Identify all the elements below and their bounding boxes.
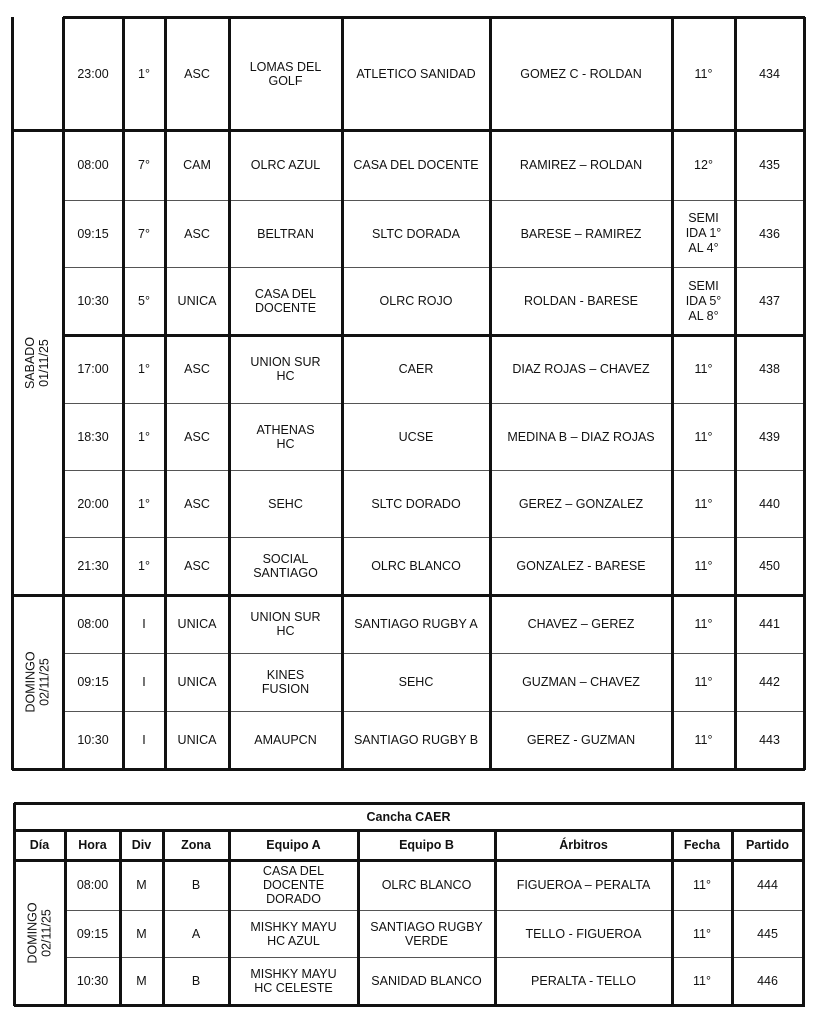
column-divider xyxy=(341,17,344,770)
div-cell: 7° xyxy=(138,226,150,241)
equipo-a-cell: AMAUPCN xyxy=(254,733,317,747)
equipo-a-cell: SEHC xyxy=(268,496,303,511)
hora-cell: 10:30 xyxy=(77,294,109,308)
row-divider xyxy=(63,470,805,471)
column-divider xyxy=(357,830,360,1006)
fecha-cell: 11° xyxy=(693,926,711,941)
fecha-header: Fecha xyxy=(683,838,721,852)
equipo-a-cell: SOCIAL SANTIAGO xyxy=(253,552,318,580)
equipo-b-cell: OLRC BLANCO xyxy=(371,559,461,573)
column-divider xyxy=(122,17,125,770)
equipo-b-cell: CASA DEL DOCENTE xyxy=(353,158,479,172)
row-divider xyxy=(63,267,805,268)
zona-cell: UNICA xyxy=(177,617,217,631)
row-divider xyxy=(65,957,805,958)
zona-cell: ASC xyxy=(184,66,210,81)
hora-cell: 21:30 xyxy=(77,559,109,573)
equipo-b-cell: ATLETICO SANIDAD xyxy=(356,66,476,81)
equipo-b-cell: SEHC xyxy=(398,675,434,689)
partido-cell: 445 xyxy=(757,926,778,941)
row-divider xyxy=(65,910,805,911)
partido-cell: 443 xyxy=(759,733,780,747)
fecha-cell: SEMI IDA 5° AL 8° xyxy=(685,278,722,323)
arbitros-cell: GEREZ – GONZALEZ xyxy=(518,496,644,511)
partido-cell: 438 xyxy=(759,362,780,376)
row-divider xyxy=(14,829,805,832)
arbitros-cell: CHAVEZ – GEREZ xyxy=(527,617,635,631)
column-divider xyxy=(671,830,674,1006)
arbitros-cell: GEREZ - GUZMAN xyxy=(526,733,636,747)
equipo-a-cell: UNION SUR HC xyxy=(250,610,321,638)
partido-cell: 450 xyxy=(759,559,780,573)
equipo-b-cell: SANIDAD BLANCO xyxy=(371,974,482,988)
zona-cell: CAM xyxy=(183,158,211,172)
arbitros-cell: GOMEZ C - ROLDAN xyxy=(520,66,642,81)
hora-header: Hora xyxy=(78,838,107,852)
fecha-cell: 11° xyxy=(694,429,713,444)
row-divider xyxy=(14,802,805,805)
zona-cell: A xyxy=(191,926,201,941)
hora-cell: 17:00 xyxy=(77,362,109,376)
day-name: DOMINGO xyxy=(25,901,40,964)
row-divider xyxy=(63,334,805,337)
div-cell: 1° xyxy=(138,559,150,573)
equipo-a-header: Equipo A xyxy=(266,838,321,852)
day-label xyxy=(12,130,63,595)
day-date: 02/11/25 xyxy=(39,908,54,957)
partido-cell: 435 xyxy=(759,158,780,172)
div-cell: M xyxy=(136,878,147,892)
day-label xyxy=(14,860,65,1005)
hora-cell: 09:15 xyxy=(77,226,109,241)
equipo-b-cell: OLRC ROJO xyxy=(379,294,453,308)
partido-cell: 444 xyxy=(757,878,778,892)
hora-cell: 18:30 xyxy=(77,429,109,444)
fecha-cell: 11° xyxy=(693,974,711,988)
fecha-cell: 12° xyxy=(694,158,713,172)
arbitros-cell: GONZALEZ - BARESE xyxy=(516,559,646,573)
partido-header: Partido xyxy=(745,838,790,852)
div-cell: 7° xyxy=(138,158,150,172)
column-divider xyxy=(803,17,806,770)
zona-cell: UNICA xyxy=(177,294,217,308)
equipo-a-cell: CASA DEL DOCENTE xyxy=(254,287,317,315)
arbitros-header: Árbitros xyxy=(559,838,608,852)
hora-cell: 08:00 xyxy=(77,158,109,172)
div-cell: I xyxy=(142,675,146,689)
partido-cell: 440 xyxy=(759,496,780,511)
equipo-a-cell: CASA DEL DOCENTE DORADO xyxy=(262,864,325,906)
zona-cell: ASC xyxy=(184,362,210,376)
zona-cell: ASC xyxy=(184,429,210,444)
arbitros-cell: DIAZ ROJAS – CHAVEZ xyxy=(512,362,650,376)
row-divider xyxy=(63,537,805,538)
column-divider xyxy=(731,830,734,1006)
equipo-b-cell: SLTC DORADO xyxy=(371,496,461,511)
fecha-cell: 11° xyxy=(694,66,713,81)
row-divider xyxy=(14,1004,805,1007)
partido-cell: 442 xyxy=(759,675,780,689)
column-divider xyxy=(119,830,122,1006)
zona-header: Zona xyxy=(181,838,211,852)
fecha-cell: 11° xyxy=(694,496,713,511)
day-date: 02/11/25 xyxy=(37,658,52,706)
column-divider xyxy=(162,830,165,1006)
equipo-a-cell: OLRC AZUL xyxy=(250,158,321,172)
arbitros-cell: PERALTA - TELLO xyxy=(531,974,636,988)
column-divider xyxy=(228,830,231,1006)
dia-header: Día xyxy=(29,838,50,852)
div-cell: I xyxy=(142,733,146,747)
row-divider xyxy=(14,859,805,862)
equipo-a-cell: MISHKY MAYU HC CELESTE xyxy=(250,967,337,995)
fecha-cell: 11° xyxy=(694,733,713,747)
row-divider xyxy=(63,200,805,201)
equipo-b-cell: SANTIAGO RUGBY B xyxy=(353,733,479,747)
arbitros-cell: ROLDAN - BARESE xyxy=(524,294,638,308)
arbitros-cell: FIGUEROA – PERALTA xyxy=(516,878,651,892)
div-cell: M xyxy=(136,926,147,941)
equipo-b-cell: CAER xyxy=(398,362,434,376)
day-date: 01/11/25 xyxy=(37,338,52,387)
div-cell: 5° xyxy=(138,294,150,308)
div-cell: 1° xyxy=(138,362,150,376)
fecha-cell: 11° xyxy=(694,362,713,376)
equipo-b-cell: SLTC DORADA xyxy=(372,226,460,241)
hora-cell: 09:15 xyxy=(76,926,109,941)
day-name: SABADO xyxy=(23,336,38,389)
column-divider xyxy=(164,17,167,770)
fecha-cell: 11° xyxy=(693,878,711,892)
hora-cell: 10:30 xyxy=(77,733,109,747)
arbitros-cell: GUZMAN – CHAVEZ xyxy=(522,675,640,689)
arbitros-cell: BARESE – RAMIREZ xyxy=(520,226,642,241)
partido-cell: 437 xyxy=(759,294,780,308)
hora-cell: 20:00 xyxy=(77,496,109,511)
column-divider xyxy=(228,17,231,770)
row-divider xyxy=(63,16,805,19)
partido-cell: 439 xyxy=(759,429,780,444)
div-cell: M xyxy=(136,974,147,988)
partido-cell: 436 xyxy=(759,226,780,241)
hora-cell: 08:00 xyxy=(76,878,109,892)
arbitros-cell: MEDINA B – DIAZ ROJAS xyxy=(507,429,655,444)
column-divider xyxy=(802,803,805,1006)
hora-cell: 08:00 xyxy=(77,617,109,631)
div-header: Div xyxy=(131,838,152,852)
row-divider xyxy=(12,594,805,597)
equipo-b-header: Equipo B xyxy=(399,838,454,852)
partido-cell: 434 xyxy=(759,66,780,81)
zona-cell: ASC xyxy=(184,496,210,511)
equipo-a-cell: ATHENAS HC xyxy=(256,422,315,451)
zona-cell: B xyxy=(191,974,201,988)
zona-cell: ASC xyxy=(184,226,210,241)
equipo-a-cell: UNION SUR HC xyxy=(250,355,321,383)
hora-cell: 09:15 xyxy=(77,675,109,689)
column-divider xyxy=(489,17,492,770)
div-cell: 1° xyxy=(138,496,150,511)
row-divider xyxy=(63,653,805,654)
hora-cell: 10:30 xyxy=(76,974,109,988)
row-divider xyxy=(63,711,805,712)
equipo-a-cell: BELTRAN xyxy=(257,226,314,241)
row-divider xyxy=(12,768,805,771)
row-divider xyxy=(63,403,805,404)
column-divider xyxy=(734,17,737,770)
partido-cell: 441 xyxy=(759,617,780,631)
hora-cell: 23:00 xyxy=(77,66,109,81)
equipo-b-cell: SANTIAGO RUGBY VERDE xyxy=(370,919,483,948)
equipo-a-cell: KINES FUSION xyxy=(261,668,310,696)
partido-cell: 446 xyxy=(757,974,778,988)
zona-cell: UNICA xyxy=(177,733,217,747)
zona-cell: ASC xyxy=(184,559,210,573)
day-name: DOMINGO xyxy=(23,651,38,713)
column-divider xyxy=(494,830,497,1006)
fecha-cell: SEMI IDA 1° AL 4° xyxy=(685,211,722,255)
fecha-cell: 11° xyxy=(694,617,713,631)
zona-cell: B xyxy=(191,878,201,892)
equipo-b-cell: OLRC BLANCO xyxy=(381,878,472,892)
div-cell: I xyxy=(142,617,146,631)
equipo-b-cell: SANTIAGO RUGBY A xyxy=(354,617,478,631)
div-cell: 1° xyxy=(138,429,150,444)
day-label xyxy=(12,595,63,769)
column-divider xyxy=(671,17,674,770)
fecha-cell: 11° xyxy=(694,559,713,573)
arbitros-cell: RAMIREZ – ROLDAN xyxy=(519,158,643,172)
zona-cell: UNICA xyxy=(177,675,217,689)
arbitros-cell: TELLO - FIGUEROA xyxy=(525,926,642,941)
div-cell: 1° xyxy=(138,66,150,81)
equipo-b-cell: UCSE xyxy=(398,429,434,444)
fecha-cell: 11° xyxy=(694,675,713,689)
equipo-a-cell: MISHKY MAYU HC AZUL xyxy=(250,919,337,948)
row-divider xyxy=(12,129,805,132)
table-title: Cancha CAER xyxy=(366,809,451,824)
equipo-a-cell: LOMAS DEL GOLF xyxy=(249,59,322,88)
